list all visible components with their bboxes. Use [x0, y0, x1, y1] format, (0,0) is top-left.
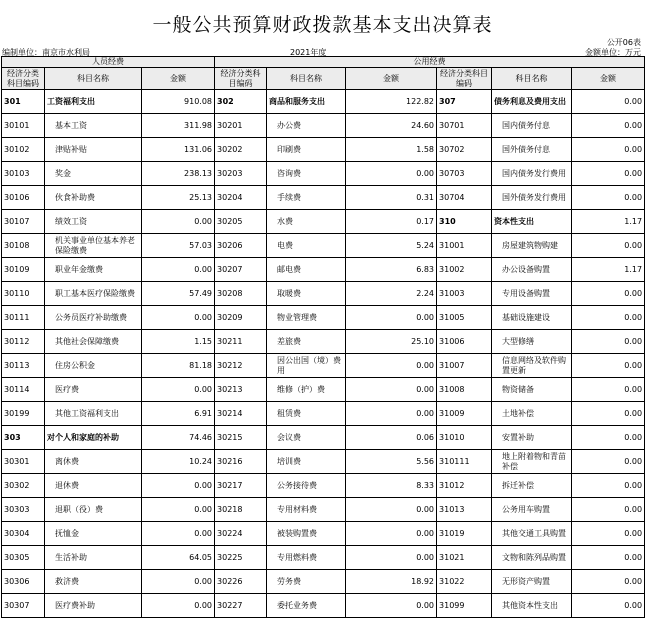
cell-name: 土地补偿: [492, 402, 572, 426]
cell-amount: 74.46: [142, 426, 215, 450]
cell-amount: 10.24: [142, 450, 215, 474]
cell-amount: 0.00: [142, 594, 215, 618]
header-code: 经济分类科目编码: [2, 68, 45, 90]
cell-amount: 0.00: [346, 402, 437, 426]
cell-amount: 0.00: [572, 498, 645, 522]
cell-code: 30205: [215, 210, 267, 234]
cell-code: 31021: [437, 546, 492, 570]
cell-amount: 910.08: [142, 90, 215, 114]
money-unit: 金额单位：万元: [585, 48, 641, 57]
cell-name: 奖金: [45, 162, 142, 186]
cell-code: 30110: [2, 282, 45, 306]
cell-amount: 0.00: [572, 378, 645, 402]
cell-amount: 0.00: [572, 306, 645, 330]
table-row: [2, 258, 645, 282]
cell-amount: 0.00: [572, 402, 645, 426]
cell-code: 30209: [215, 306, 267, 330]
cell-name: 物业管理费: [267, 306, 346, 330]
cell-code: 31013: [437, 498, 492, 522]
cell-name: 文物和陈列品购置: [492, 546, 572, 570]
header-code: 经济分类科目编码: [437, 68, 492, 90]
cell-amount: 8.33: [346, 474, 437, 498]
cell-name: 房屋建筑物购建: [492, 234, 572, 258]
cell-name: 退休费: [45, 474, 142, 498]
table-row: [2, 90, 645, 114]
cell-amount: 0.00: [572, 330, 645, 354]
cell-name: 地上附着物和青苗补偿: [492, 450, 572, 474]
cell-code: 30204: [215, 186, 267, 210]
cell-name: 工资福利支出: [45, 90, 142, 114]
table-row: [2, 138, 645, 162]
cell-code: 31007: [437, 354, 492, 378]
cell-code: 30226: [215, 570, 267, 594]
cell-code: 30112: [2, 330, 45, 354]
cell-amount: 0.00: [572, 114, 645, 138]
cell-code: 30307: [2, 594, 45, 618]
header-name: 科目名称: [492, 68, 572, 90]
cell-name: 劳务费: [267, 570, 346, 594]
cell-amount: 0.00: [346, 378, 437, 402]
cell-name: 国外债务发行费用: [492, 186, 572, 210]
cell-name: 物资储备: [492, 378, 572, 402]
cell-code: 31019: [437, 522, 492, 546]
cell-amount: 0.00: [572, 570, 645, 594]
cell-amount: 0.00: [346, 546, 437, 570]
cell-amount: 311.98: [142, 114, 215, 138]
cell-code: 30113: [2, 354, 45, 378]
table-row: [2, 186, 645, 210]
table-row: [2, 354, 645, 378]
cell-name: 租赁费: [267, 402, 346, 426]
cell-amount: 0.00: [142, 522, 215, 546]
cell-code: 30203: [215, 162, 267, 186]
cell-name: 印刷费: [267, 138, 346, 162]
cell-name: 生活补助: [45, 546, 142, 570]
cell-name: 住房公积金: [45, 354, 142, 378]
cell-code: 30215: [215, 426, 267, 450]
cell-name: 无形资产购置: [492, 570, 572, 594]
cell-name: 伙食补助费: [45, 186, 142, 210]
cell-amount: 2.24: [346, 282, 437, 306]
cell-code: 30202: [215, 138, 267, 162]
header-name: 科目名称: [45, 68, 142, 90]
cell-code: 30701: [437, 114, 492, 138]
section-personnel: 人员经费: [2, 57, 215, 68]
cell-amount: 0.00: [572, 426, 645, 450]
cell-code: 31008: [437, 378, 492, 402]
table-row: [2, 330, 645, 354]
cell-code: 30302: [2, 474, 45, 498]
header-amount: 金额: [142, 68, 215, 90]
cell-name: 手续费: [267, 186, 346, 210]
cell-name: 医疗费: [45, 378, 142, 402]
cell-code: 31006: [437, 330, 492, 354]
table-row: [2, 234, 645, 258]
cell-name: 专用燃料费: [267, 546, 346, 570]
expenditure-table: [1, 56, 645, 618]
cell-code: 30101: [2, 114, 45, 138]
cell-name: 医疗费补助: [45, 594, 142, 618]
table-row: [2, 306, 645, 330]
cell-amount: 25.10: [346, 330, 437, 354]
cell-name: 其他社会保障缴费: [45, 330, 142, 354]
cell-code: 30217: [215, 474, 267, 498]
cell-name: 基本工资: [45, 114, 142, 138]
table-row: [2, 450, 645, 474]
cell-code: 30306: [2, 570, 45, 594]
cell-code: 303: [2, 426, 45, 450]
cell-code: 30114: [2, 378, 45, 402]
table-row: [2, 426, 645, 450]
cell-name: 退职（役）费: [45, 498, 142, 522]
cell-name: 债务利息及费用支出: [492, 90, 572, 114]
cell-name: 专用设备购置: [492, 282, 572, 306]
cell-code: 30704: [437, 186, 492, 210]
cell-name: 抚恤金: [45, 522, 142, 546]
table-row: [2, 114, 645, 138]
cell-code: 31003: [437, 282, 492, 306]
cell-name: 安置补助: [492, 426, 572, 450]
cell-name: 维修（护）费: [267, 378, 346, 402]
cell-amount: 25.13: [142, 186, 215, 210]
table-row: [2, 594, 645, 618]
cell-name: 公务接待费: [267, 474, 346, 498]
cell-code: 30206: [215, 234, 267, 258]
table-row: [2, 162, 645, 186]
table-row: [2, 570, 645, 594]
cell-code: 31022: [437, 570, 492, 594]
cell-code: 30201: [215, 114, 267, 138]
cell-amount: 0.00: [346, 594, 437, 618]
cell-name: 其他工资福利支出: [45, 402, 142, 426]
table-row: [2, 378, 645, 402]
cell-amount: 0.00: [142, 306, 215, 330]
cell-code: 30301: [2, 450, 45, 474]
reporting-unit: 编制单位：南京市水利局: [2, 48, 90, 57]
cell-name: 国内债务付息: [492, 114, 572, 138]
cell-code: 307: [437, 90, 492, 114]
cell-name: 取暖费: [267, 282, 346, 306]
cell-code: 30702: [437, 138, 492, 162]
cell-name: 救济费: [45, 570, 142, 594]
cell-amount: 0.00: [572, 138, 645, 162]
cell-name: 职业年金缴费: [45, 258, 142, 282]
cell-code: 31002: [437, 258, 492, 282]
cell-amount: 1.15: [142, 330, 215, 354]
cell-amount: 0.00: [572, 162, 645, 186]
table-row: [2, 522, 645, 546]
cell-amount: 0.00: [142, 498, 215, 522]
cell-code: 30213: [215, 378, 267, 402]
header-name: 科目名称: [267, 68, 346, 90]
cell-code: 30224: [215, 522, 267, 546]
cell-code: 30107: [2, 210, 45, 234]
cell-name: 绩效工资: [45, 210, 142, 234]
cell-name: 委托业务费: [267, 594, 346, 618]
cell-amount: 6.91: [142, 402, 215, 426]
cell-name: 因公出国（境）费用: [267, 354, 346, 378]
cell-name: 公务员医疗补助缴费: [45, 306, 142, 330]
cell-code: 30225: [215, 546, 267, 570]
cell-code: 30212: [215, 354, 267, 378]
column-header-row: [2, 68, 645, 90]
cell-amount: 0.00: [572, 546, 645, 570]
cell-code: 31005: [437, 306, 492, 330]
cell-name: 机关事业单位基本养老保险缴费: [45, 234, 142, 258]
header-code: 经济分类科目编码: [215, 68, 267, 90]
cell-amount: 5.56: [346, 450, 437, 474]
cell-name: 其他资本性支出: [492, 594, 572, 618]
cell-code: 30199: [2, 402, 45, 426]
section-header-row: [2, 57, 645, 68]
cell-amount: 0.00: [572, 282, 645, 306]
header-amount: 金额: [346, 68, 437, 90]
cell-amount: 238.13: [142, 162, 215, 186]
cell-code: 310111: [437, 450, 492, 474]
cell-name: 拆迁补偿: [492, 474, 572, 498]
cell-amount: 0.31: [346, 186, 437, 210]
cell-name: 电费: [267, 234, 346, 258]
cell-code: 31009: [437, 402, 492, 426]
cell-code: 30227: [215, 594, 267, 618]
cell-amount: 0.00: [346, 522, 437, 546]
cell-amount: 1.58: [346, 138, 437, 162]
cell-amount: 0.06: [346, 426, 437, 450]
cell-code: 31099: [437, 594, 492, 618]
cell-amount: 0.00: [572, 474, 645, 498]
cell-amount: 0.00: [572, 234, 645, 258]
cell-amount: 131.06: [142, 138, 215, 162]
cell-code: 30703: [437, 162, 492, 186]
cell-name: 会议费: [267, 426, 346, 450]
cell-code: 30304: [2, 522, 45, 546]
cell-code: 31010: [437, 426, 492, 450]
cell-name: 资本性支出: [492, 210, 572, 234]
table-row: [2, 282, 645, 306]
cell-code: 30303: [2, 498, 45, 522]
cell-name: 邮电费: [267, 258, 346, 282]
table-row: [2, 498, 645, 522]
table-code: 公开06表: [606, 38, 641, 47]
cell-code: 30109: [2, 258, 45, 282]
cell-amount: 64.05: [142, 546, 215, 570]
cell-amount: 122.82: [346, 90, 437, 114]
cell-name: 国内债务发行费用: [492, 162, 572, 186]
cell-code: 302: [215, 90, 267, 114]
cell-code: 30218: [215, 498, 267, 522]
cell-code: 30102: [2, 138, 45, 162]
cell-amount: 0.00: [346, 498, 437, 522]
cell-name: 专用材料费: [267, 498, 346, 522]
cell-amount: 0.00: [572, 522, 645, 546]
cell-amount: 0.00: [572, 90, 645, 114]
cell-name: 办公费: [267, 114, 346, 138]
cell-amount: 1.17: [572, 210, 645, 234]
cell-name: 培训费: [267, 450, 346, 474]
cell-name: 被装购置费: [267, 522, 346, 546]
section-public: 公用经费: [215, 57, 645, 68]
cell-amount: 0.00: [142, 210, 215, 234]
table-row: [2, 474, 645, 498]
cell-code: 31001: [437, 234, 492, 258]
cell-code: 30305: [2, 546, 45, 570]
cell-amount: 1.17: [572, 258, 645, 282]
table-row: [2, 402, 645, 426]
cell-name: 离休费: [45, 450, 142, 474]
cell-name: 差旅费: [267, 330, 346, 354]
cell-amount: 81.18: [142, 354, 215, 378]
cell-amount: 0.00: [572, 354, 645, 378]
header-amount: 金额: [572, 68, 645, 90]
cell-amount: 0.00: [572, 450, 645, 474]
table-row: [2, 210, 645, 234]
cell-code: 30108: [2, 234, 45, 258]
cell-amount: 57.03: [142, 234, 215, 258]
cell-name: 商品和服务支出: [267, 90, 346, 114]
cell-code: 301: [2, 90, 45, 114]
cell-code: 31012: [437, 474, 492, 498]
cell-code: 30214: [215, 402, 267, 426]
cell-name: 水费: [267, 210, 346, 234]
fiscal-year: 2021年度: [290, 48, 327, 57]
cell-name: 公务用车购置: [492, 498, 572, 522]
cell-name: 职工基本医疗保险缴费: [45, 282, 142, 306]
cell-code: 30103: [2, 162, 45, 186]
cell-code: 30207: [215, 258, 267, 282]
cell-amount: 6.83: [346, 258, 437, 282]
table-row: [2, 546, 645, 570]
cell-amount: 18.92: [346, 570, 437, 594]
cell-amount: 0.00: [346, 354, 437, 378]
cell-amount: 0.00: [142, 378, 215, 402]
cell-name: 国外债务付息: [492, 138, 572, 162]
cell-amount: 0.00: [142, 570, 215, 594]
cell-amount: 57.49: [142, 282, 215, 306]
cell-amount: 0.17: [346, 210, 437, 234]
cell-amount: 0.00: [346, 306, 437, 330]
cell-amount: 0.00: [142, 474, 215, 498]
cell-code: 30208: [215, 282, 267, 306]
cell-name: 办公设备购置: [492, 258, 572, 282]
cell-amount: 24.60: [346, 114, 437, 138]
cell-name: 大型修缮: [492, 330, 572, 354]
cell-code: 30211: [215, 330, 267, 354]
cell-name: 其他交通工具购置: [492, 522, 572, 546]
cell-code: 30111: [2, 306, 45, 330]
cell-amount: 5.24: [346, 234, 437, 258]
cell-amount: 0.00: [142, 258, 215, 282]
cell-code: 30216: [215, 450, 267, 474]
cell-name: 津贴补贴: [45, 138, 142, 162]
cell-code: 30106: [2, 186, 45, 210]
cell-name: 信息网络及软件购置更新: [492, 354, 572, 378]
cell-amount: 0.00: [346, 162, 437, 186]
cell-amount: 0.00: [572, 594, 645, 618]
page-title: 一般公共预算财政拨款基本支出决算表: [152, 14, 493, 36]
cell-name: 咨询费: [267, 162, 346, 186]
cell-name: 对个人和家庭的补助: [45, 426, 142, 450]
cell-amount: 0.00: [572, 186, 645, 210]
cell-code: 310: [437, 210, 492, 234]
cell-name: 基础设施建设: [492, 306, 572, 330]
